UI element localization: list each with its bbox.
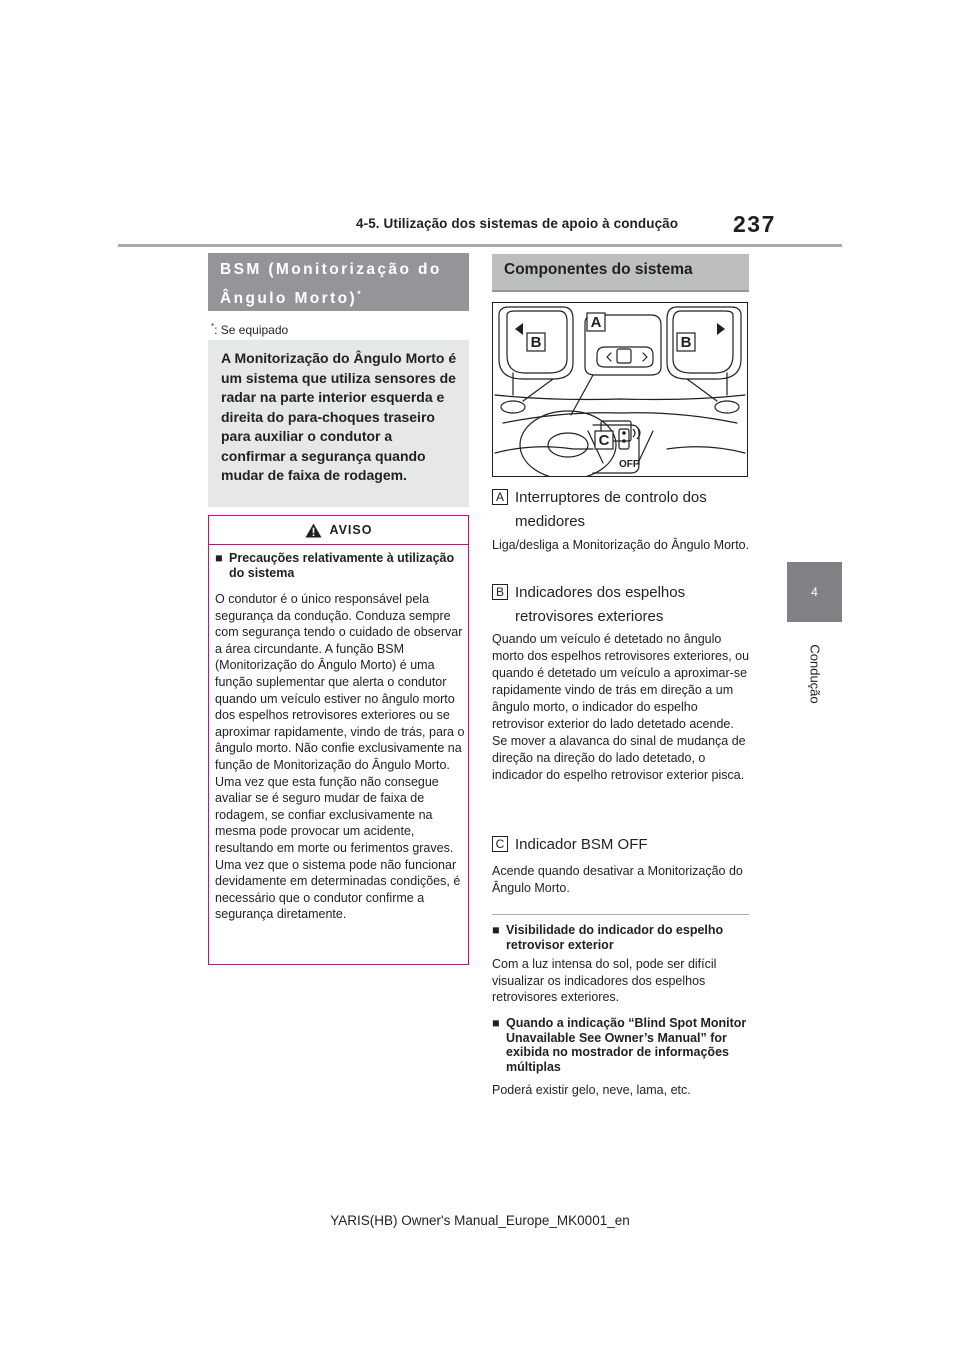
component-body-c: Acende quando desativar a Monitorização do Ângulo Morto. <box>492 864 743 895</box>
lead-text: A Monitorização do Ângulo Morto é um sistema que utiliza sensores de radar na parte interior esquerda e direita do para-choques traseiro para auxiliar o condutor a confirmar a segurança quando mudar de faixa de rodagem. <box>221 350 457 483</box>
footer-manual-id: YARIS(HB) Owner's Manual_Europe_MK0001_en <box>330 1213 630 1228</box>
lead-box <box>208 340 469 507</box>
dashboard-illustration <box>493 303 747 476</box>
component-title-a: Interruptores de controlo dos medidores <box>515 489 707 530</box>
warning-box <box>208 515 469 965</box>
chapter-label-text: Condução <box>807 644 823 704</box>
page-number: 237 <box>733 211 776 237</box>
component-body-b: Quando um veículo é detetado no ângulo morto dos espelhos retrovisores exteriores, ou quando é detetado um veículo a aproximar-se rapidamente vindo de trás em direção a um ângulo morto, o indicador do espelho retrovisor exterior do lado detetado acende. Se mover a alavanca do sinal de mudança de direção na direção do lado detetado, o indicador do espelho retrovisor exterior pisca. <box>492 632 750 782</box>
component-badge-a: A <box>492 489 508 505</box>
footnote <box>211 322 288 337</box>
warning-label: AVISO <box>329 523 373 537</box>
figure-off-label: OFF <box>619 459 639 470</box>
warning-header <box>209 516 468 545</box>
note-heading-text: Quando a indicação “Blind Spot Monitor Unavailable See Owner’s Manual” for exibida no mostrador de informações múltiplas <box>506 1016 747 1074</box>
bsm-heading-marker: * <box>357 289 361 299</box>
notes-divider <box>492 914 749 915</box>
components-heading: Componentes do sistema <box>492 254 749 290</box>
component-item-a <box>492 486 745 534</box>
note-body-unavailable: Poderá existir gelo, neve, lama, etc. <box>492 1083 691 1097</box>
footnote-marker: * <box>211 322 215 331</box>
warning-subheading <box>215 551 465 580</box>
chapter-tab: 4 <box>787 562 842 622</box>
warning-subheading-text: Precauções relativamente à utilização do sistema <box>229 551 455 580</box>
component-item-b <box>492 581 745 629</box>
note-heading-text: Visibilidade do indicador do espelho retrovisor exterior <box>506 923 724 952</box>
bsm-heading-text: BSM (Monitorização do Ângulo Morto) <box>220 261 442 308</box>
note-body-visibility: Com a luz intensa do sol, pode ser difícil visualizar os indicadores dos espelhos retrovisores exteriores. <box>492 957 717 1005</box>
figure-label-b-left: B <box>530 334 542 351</box>
component-item-c <box>492 833 745 857</box>
figure-label-a: A <box>590 314 602 331</box>
component-badge-c: C <box>492 836 508 852</box>
warning-body: O condutor é o único responsável pela segurança da condução. Conduza sempre com segurança tendo o cuidado de observar a área circundante. A função BSM (Monitorização do Ângulo Morto) é uma função suplementar que alerta o condutor quando um veículo estiver no ângulo morto dos espelhos retrovisores exteriores ou se aproximar rapidamente, vindo de trás, para o ângulo morto. Não confie exclusivamente na função de Monitorização do Ângulo Morto. Uma vez que esta função não consegue avaliar se é seguro mudar de faixa de rodagem, se confiar exclusivamente na mesma pode provocar um acidente, resultando em morte ou ferimentos graves. Uma vez que o sistema pode não funcionar devidamente em determinadas condições, é necessário que o condutor confirme a segurança diretamente. <box>215 592 465 922</box>
figure-label-b-right: B <box>680 334 692 351</box>
footnote-text: : Se equipado <box>214 323 289 337</box>
component-title-c: Indicador BSM OFF <box>515 836 648 853</box>
figure-label-c: C <box>598 432 610 449</box>
note-heading-visibility <box>492 923 750 952</box>
section-title: 4-5. Utilização dos sistemas de apoio à condução <box>356 216 679 231</box>
bullet-square-icon: ■ <box>492 1016 500 1030</box>
component-title-b: Indicadores dos espelhos retrovisores exteriores <box>515 584 686 625</box>
component-body-a: Liga/desliga a Monitorização do Ângulo Morto. <box>492 538 750 552</box>
components-illustration <box>492 302 748 477</box>
bsm-heading <box>208 253 469 311</box>
bullet-square-icon: ■ <box>215 551 223 565</box>
header-divider <box>118 244 842 247</box>
warning-triangle-icon <box>305 523 322 538</box>
components-heading-rule <box>492 290 749 292</box>
chapter-label <box>800 626 830 722</box>
note-heading-unavailable <box>492 1016 750 1074</box>
bullet-square-icon: ■ <box>492 923 500 937</box>
component-badge-b: B <box>492 584 508 600</box>
